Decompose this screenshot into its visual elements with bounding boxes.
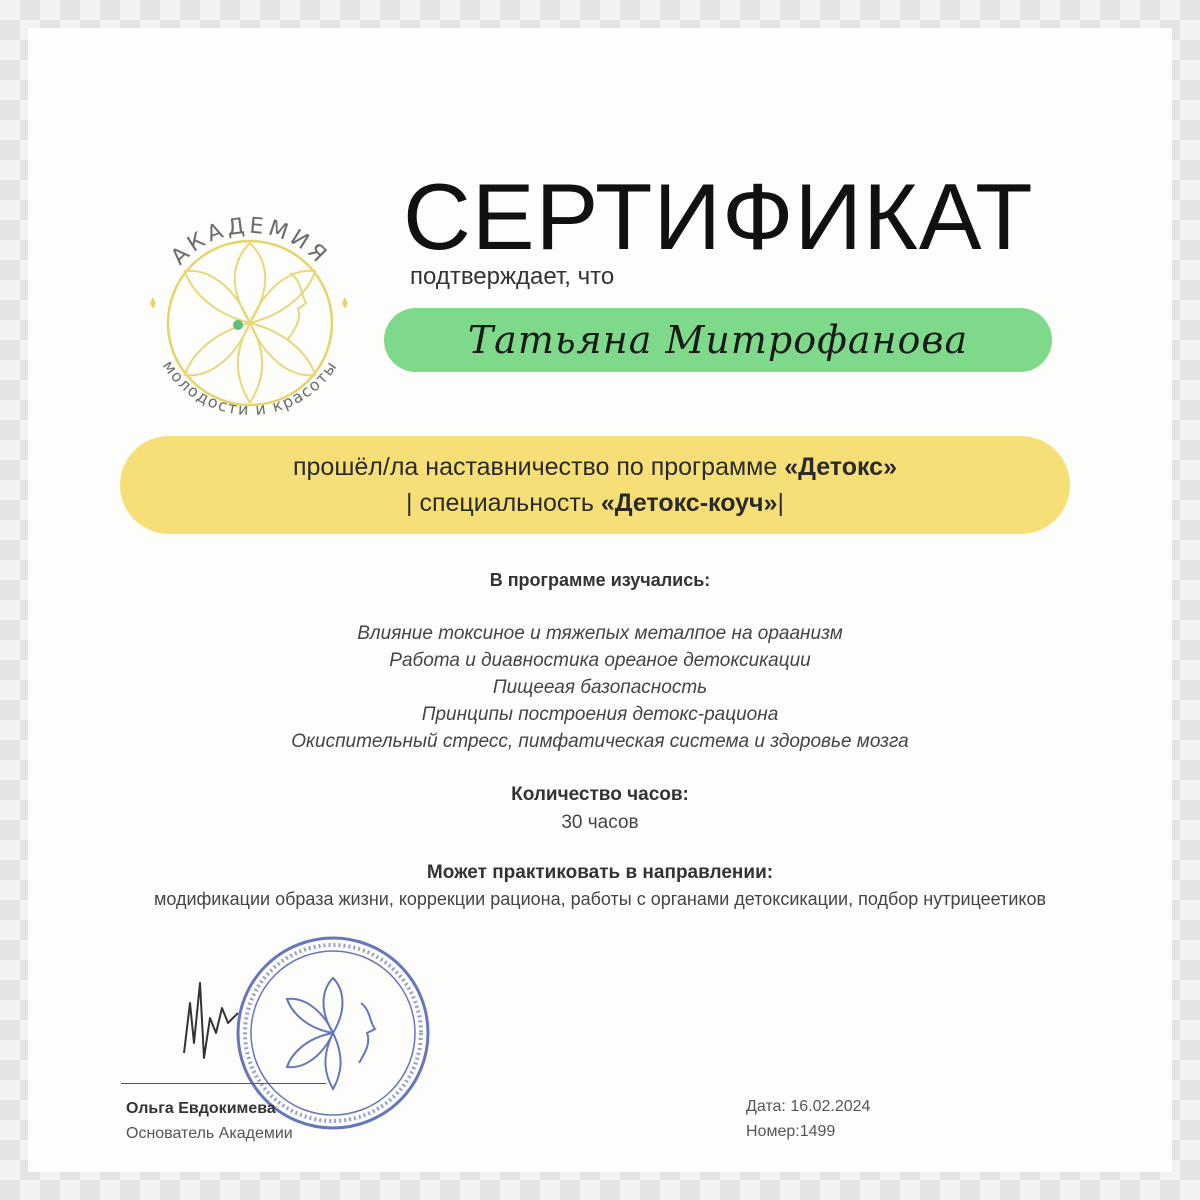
recipient-badge	[384, 308, 1052, 372]
certificate-number	[746, 1123, 835, 1141]
program-badge	[120, 436, 1070, 534]
signer-name: Ольга Евдокимева	[126, 1100, 276, 1117]
signature	[176, 963, 246, 1073]
number-label: Номер:	[746, 1123, 800, 1140]
svg-text:молодости и красоты: молодости и красоты	[158, 356, 342, 420]
program-line-2-prefix: | специальность	[406, 489, 601, 517]
topic-item: Влияние токсиное и тяжепых металпое на ораанизм	[357, 623, 843, 644]
specialty-name: «Детокс-коуч»	[600, 489, 778, 517]
academy-logo	[130, 163, 360, 433]
topics-list	[28, 620, 1172, 755]
program-line-2-suffix: |	[777, 489, 784, 517]
topic-item: Принципы построения детокс-рациона	[421, 704, 779, 725]
number-value: 1499	[799, 1123, 836, 1140]
practice-heading: Может практиковать в направлении:	[426, 862, 774, 883]
program-line-2	[406, 485, 784, 521]
studied-heading: В программе изучались:	[489, 570, 711, 590]
hours-value: 30 часов	[561, 812, 639, 833]
svg-text:АКАДЕМИЯ: АКАДЕМИЯ	[166, 213, 334, 271]
recipient-name: Татьяна Митрофанова	[467, 318, 969, 362]
date-value: 16.02.2024	[790, 1098, 871, 1115]
certificate-title: СЕРТИФИКАТ	[403, 164, 1034, 269]
topic-item: Окиспительный стресс, пимфатическая система и здоровье мозга	[291, 731, 909, 752]
signer-role: Основатель Академии	[126, 1125, 293, 1142]
topic-item: Пищееая базопасность	[492, 677, 708, 698]
practice-value: модификации образа жизни, коррекции рациона, работы с органами детоксикации, подбор нутрицеетиков	[153, 889, 1047, 909]
program-line-1	[293, 449, 897, 485]
certificate-sheet	[28, 28, 1172, 1172]
signature-line	[121, 1083, 326, 1084]
program-name: «Детокс»	[784, 453, 897, 481]
issue-date	[746, 1098, 870, 1116]
program-line-1-prefix: прошёл/ла наставничество по программе	[292, 453, 785, 481]
date-label: Дата:	[746, 1098, 786, 1115]
topic-item: Работа и диавностика ореаное детоксикации	[389, 650, 811, 671]
confirms-text: подтверждает, что	[410, 263, 615, 290]
hours-heading: Количество часов:	[511, 784, 689, 805]
